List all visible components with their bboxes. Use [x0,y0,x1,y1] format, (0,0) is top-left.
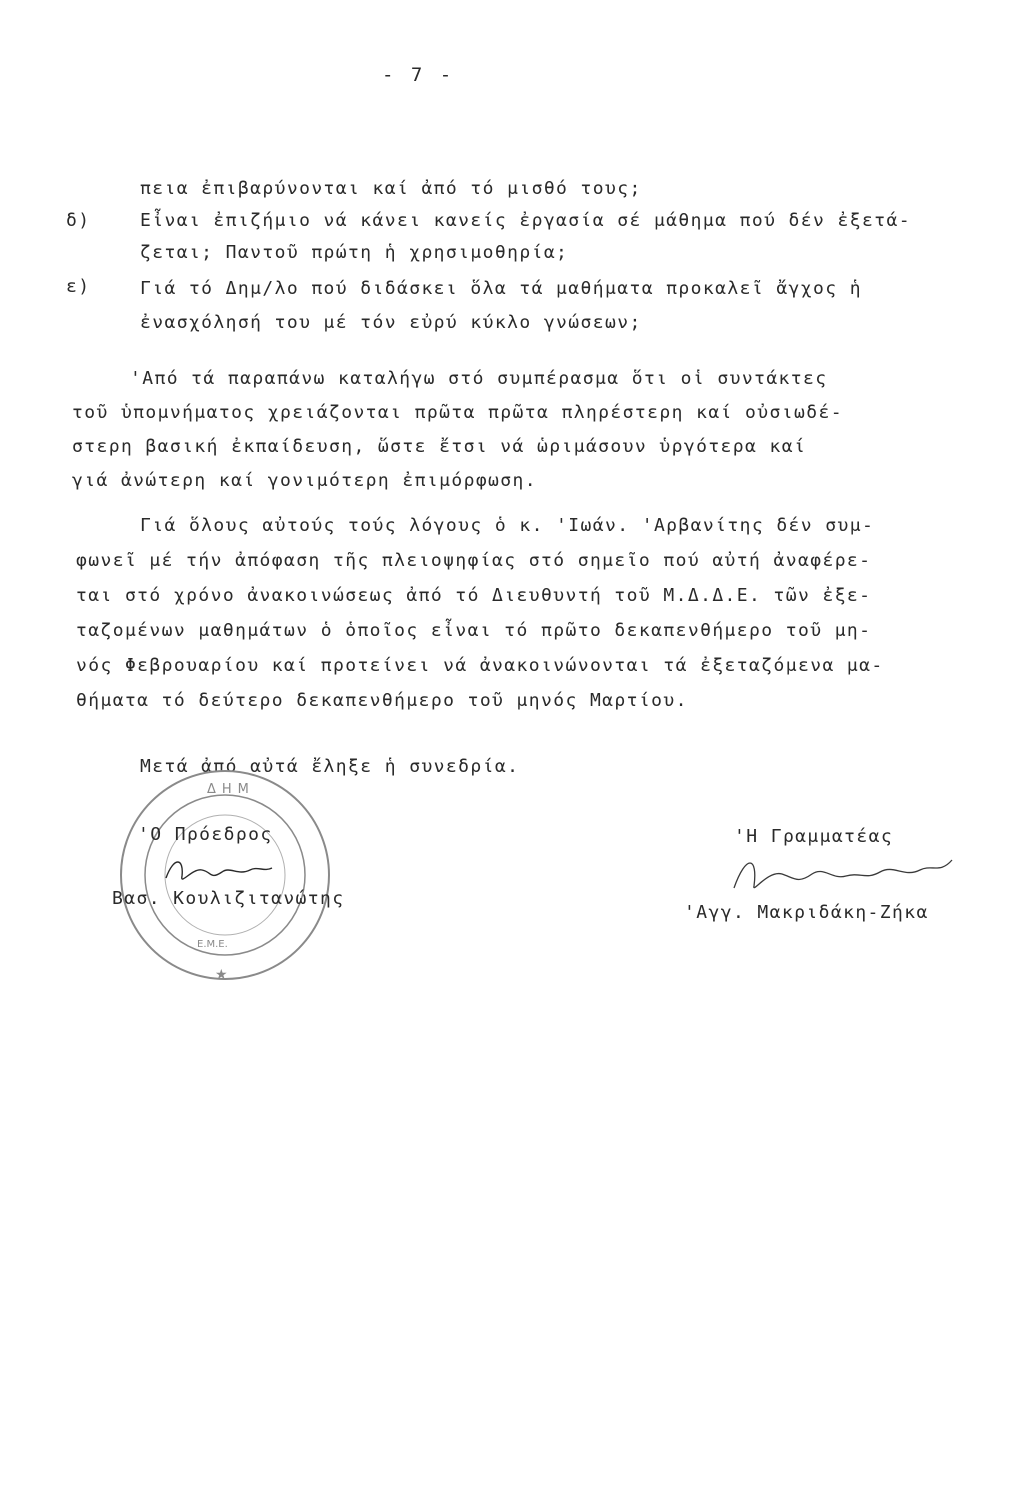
body-line-10: Γιά ὅλους αὐτούς τούς λόγους ὁ κ. 'Ιωάν. 'Αρβανίτης δέν συμ- [140,515,875,536]
body-line-15: θήματα τό δεύτερο δεκαπενθήμερο τοῦ μηνός Μαρτίου. [76,690,688,711]
seal-star: ★ [215,967,228,983]
body-line-7: τοῦ ὑπομνήματος χρειάζονται πρῶτα πρῶτα πληρέστερη καί οὐσιωδέ- [72,402,843,423]
left-signatory-title: 'Ο Πρόεδρος [138,824,273,845]
closing-line: Μετά ἀπό αὐτά ἔληξε ἡ συνεδρία. [140,756,520,777]
body-line-9: γιά ἀνώτερη καί γονιμότερη ἐπιμόρφωση. [72,470,538,491]
body-line-13: ταζομένων μαθημάτων ὁ ὁποῖος εἶναι τό πρῶτο δεκαπενθήμερο τοῦ μη- [76,620,872,641]
body-line-8: στερη βασική ἐκπαίδευση, ὥστε ἔτσι νά ὡριμάσουν ὑργότερα καί [72,436,807,457]
left-signatory-name: Βασ. Κουλιζιτανώτης [112,888,345,909]
seal-text-inner: Ε.Μ.Ε. [197,939,228,950]
seal-text-top: ΔΗΜ [207,782,255,797]
item-e-marker: ε) [66,276,91,297]
right-handwritten-signature [728,850,958,898]
page-number: - 7 - [382,64,455,86]
body-line-5: ἐνασχόλησή του μέ τόν εὐρύ κύκλο γνώσεων; [140,312,642,333]
left-handwritten-signature [160,850,280,890]
body-line-11: φωνεῖ μέ τήν ἀπόφαση τῆς πλειοψηφίας στό σημεῖο πού αὐτή ἀναφέρε- [76,550,872,571]
right-signatory-title: 'Η Γραμματέας [734,826,894,847]
body-line-6: 'Από τά παραπάνω καταλήγω στό συμπέρασμα ὅτι οἱ συντάκτες [130,368,828,389]
item-d-marker: δ) [66,210,91,231]
body-line-3: ζεται; Παντοῦ πρώτη ἡ χρησιμοθηρία; [140,242,569,263]
body-line-14: νός Φεβρουαρίου καί προτείνει νά ἀνακοινώνονται τά ἐξεταζόμενα μα- [76,655,884,676]
body-line-4: Γιά τό Δημ/λο πού διδάσκει ὅλα τά μαθήματα προκαλεῖ ἄγχος ἡ [140,278,862,299]
body-line-2: Εἶναι ἐπιζήμιο νά κάνει κανείς ἐργασία σέ μάθημα πού δέν ἐξετά- [140,210,911,231]
body-line-12: ται στό χρόνο ἀνακοινώσεως ἀπό τό Διευθυντή τοῦ Μ.Δ.Δ.Ε. τῶν ἐξε- [76,585,872,606]
body-line-1: πεια ἐπιβαρύνονται καί ἀπό τό μισθό τους; [140,178,642,199]
right-signatory-name: 'Αγγ. Μακριδάκη-Ζήκα [684,902,929,923]
